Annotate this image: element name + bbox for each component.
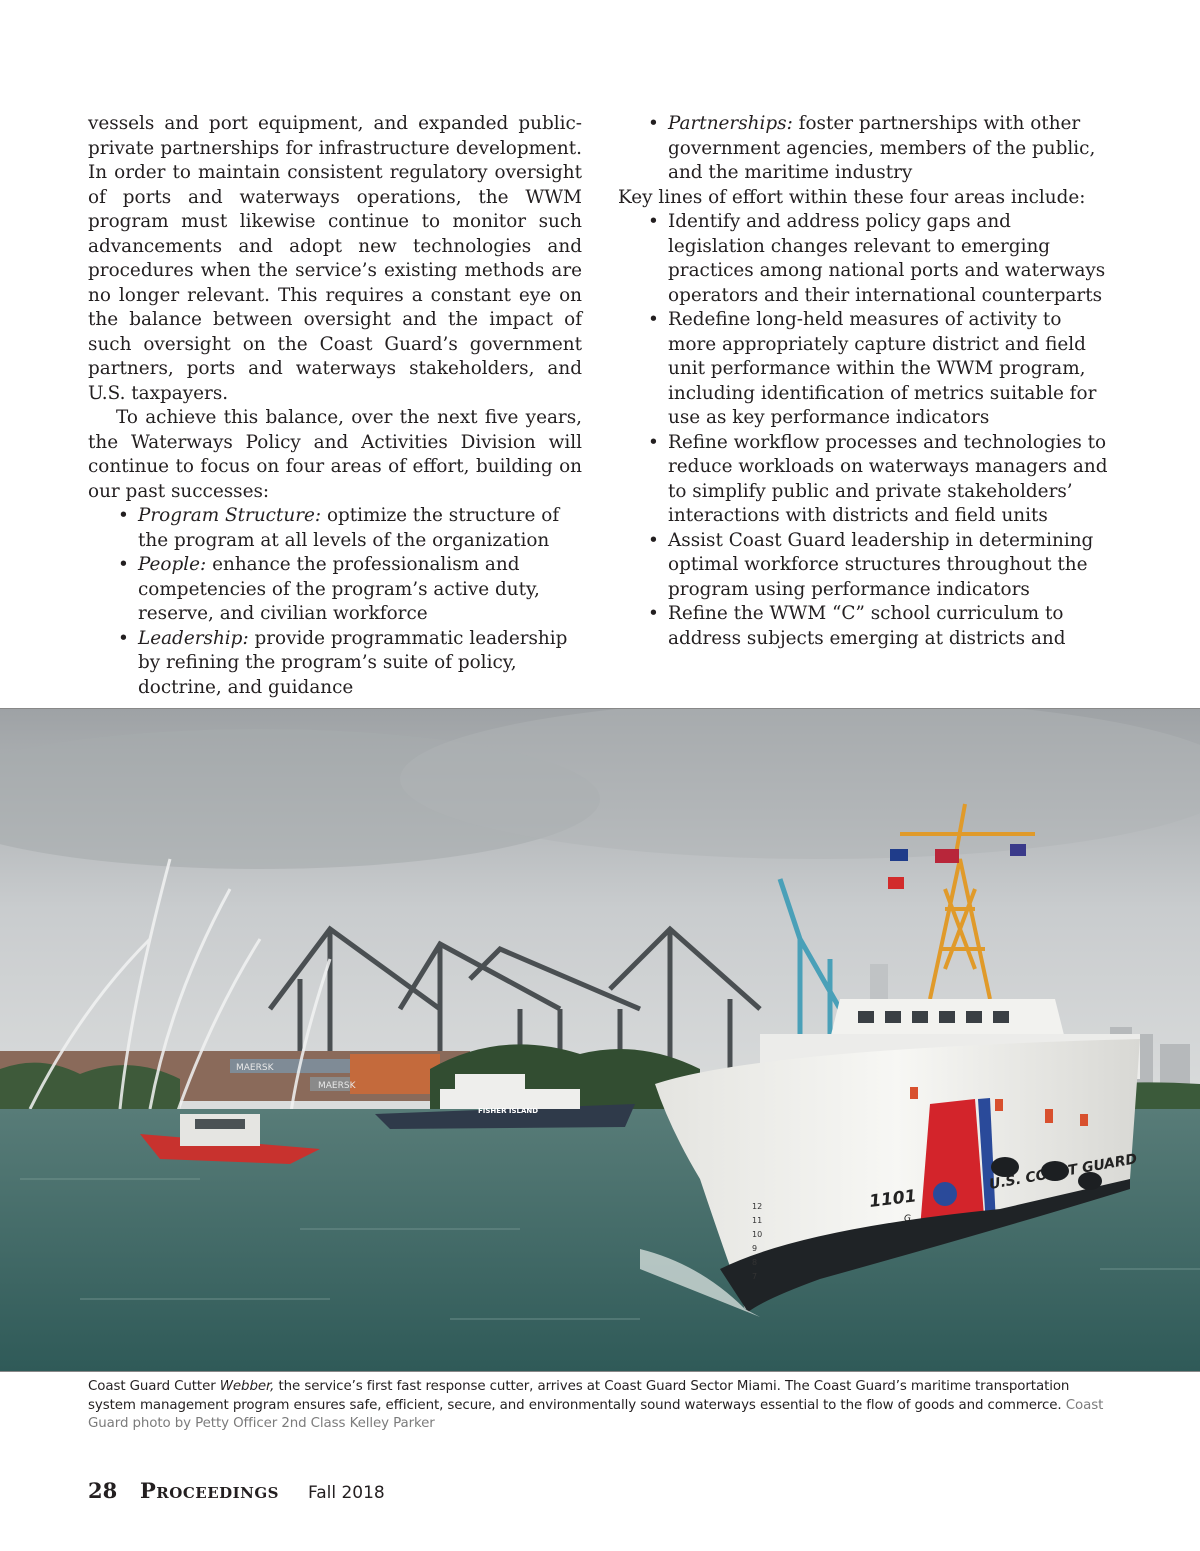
page-number: 28	[88, 1478, 118, 1503]
svg-text:10: 10	[752, 1230, 763, 1239]
cutter-photo	[0, 708, 1200, 1372]
ferry-name: FISHER ISLAND	[478, 1107, 539, 1115]
page-footer	[88, 1478, 385, 1503]
lines-of-effort-list	[618, 210, 1108, 651]
photo-caption	[88, 1378, 1112, 1434]
hull-lettering: U.S. GUARD	[987, 1151, 1139, 1193]
caption-body: the service’s first fast response cutter, arrives at Coast Guard Sector Miami. The Coast Guard’s maritime transportation system management program ensures safe, efficient, secure, and environmentally sound waterways essential to the flow of goods and commerce.	[88, 1379, 1070, 1413]
bullet-label: Program Structure:	[138, 505, 322, 526]
publication-name: Proceedings	[140, 1478, 280, 1503]
caption-prefix: Coast Guard Cutter	[88, 1379, 220, 1394]
right-text-column	[618, 112, 1108, 651]
list-item	[138, 627, 582, 701]
bullet-label: People:	[138, 554, 207, 575]
list-item: • Identify and address policy gaps and legislation changes relevant to emerging practices among national ports and waterways operators and their international counterparts	[668, 210, 1108, 308]
svg-text:8: 8	[752, 1258, 758, 1267]
hull-number-suffix: G	[904, 1214, 911, 1224]
container-mark: MAERSK	[236, 1063, 274, 1073]
list-item: • Assist Coast Guard leadership in determining optimal workforce structures throughout the program using performance indicators	[668, 529, 1108, 603]
list-item: • Redefine long-held measures of activity to more appropriately capture district and field unit performance within the WWM program, including identification of metrics suitable for use as key performance indicators	[668, 308, 1108, 431]
caption-vessel-name: Webber,	[219, 1379, 275, 1394]
svg-text:7: 7	[752, 1272, 758, 1281]
focus-areas-list	[88, 504, 582, 700]
list-item	[138, 553, 582, 627]
list-intro: Key lines of effort within these four areas include:	[618, 186, 1086, 208]
list-item	[138, 504, 582, 553]
svg-text:11: 11	[752, 1216, 763, 1225]
container-mark: MAERSK	[318, 1081, 356, 1091]
list-item: • Refine the WWM “C” school curriculum to address subjects emerging at districts and	[668, 602, 1108, 651]
svg-text:9: 9	[752, 1244, 758, 1253]
list-item: • Refine workflow processes and technologies to reduce workloads on waterways managers and to simplify public and private stakeholders’ interactions with districts and field units	[668, 431, 1108, 529]
svg-text:12: 12	[752, 1202, 763, 1211]
hull-number: 1101	[868, 1186, 918, 1212]
issue-label: Fall 2018	[308, 1483, 385, 1503]
bullet-label: Leadership:	[138, 627, 249, 649]
body-paragraph: vessels and port equipment, and expanded public-private partnerships for infrastructure development. In order to maintain consistent regulatory oversight of ports and waterways operations, the WWM program must likewise continue to monitor such advancements and adopt new technologies and procedures when the service’s existing methods are no longer relevant. This requires a constant eye on the balance between oversight and the impact of such oversight on the Coast Guard’s government partners, ports and waterways stakeholders, and U.S. taxpayers.	[88, 113, 582, 404]
bullet-text: provide programmatic leadership by refining the program’s suite of policy, doctrine, and guidance	[138, 627, 568, 698]
list-item	[668, 112, 1108, 186]
bullet-text: enhance the professionalism and competencies of the program’s active duty, reserve, and civilian workforce	[138, 554, 540, 624]
focus-areas-list-continued	[618, 112, 1108, 186]
bullet-text: foster partnerships with other government agencies, members of the public, and the maritime industry	[668, 113, 1096, 183]
body-paragraph: To achieve this balance, over the next five years, the Waterways Policy and Activities Division will continue to focus on four areas of effort, building on our past successes:	[88, 407, 582, 502]
left-text-column	[88, 112, 582, 700]
photo-credit: Coast Guard photo by Petty Officer 2nd Class Kelley Parker	[88, 1397, 1104, 1431]
bullet-text: optimize the structure of the program at all levels of the organization	[138, 505, 560, 551]
bullet-label: Partnerships:	[668, 113, 793, 134]
